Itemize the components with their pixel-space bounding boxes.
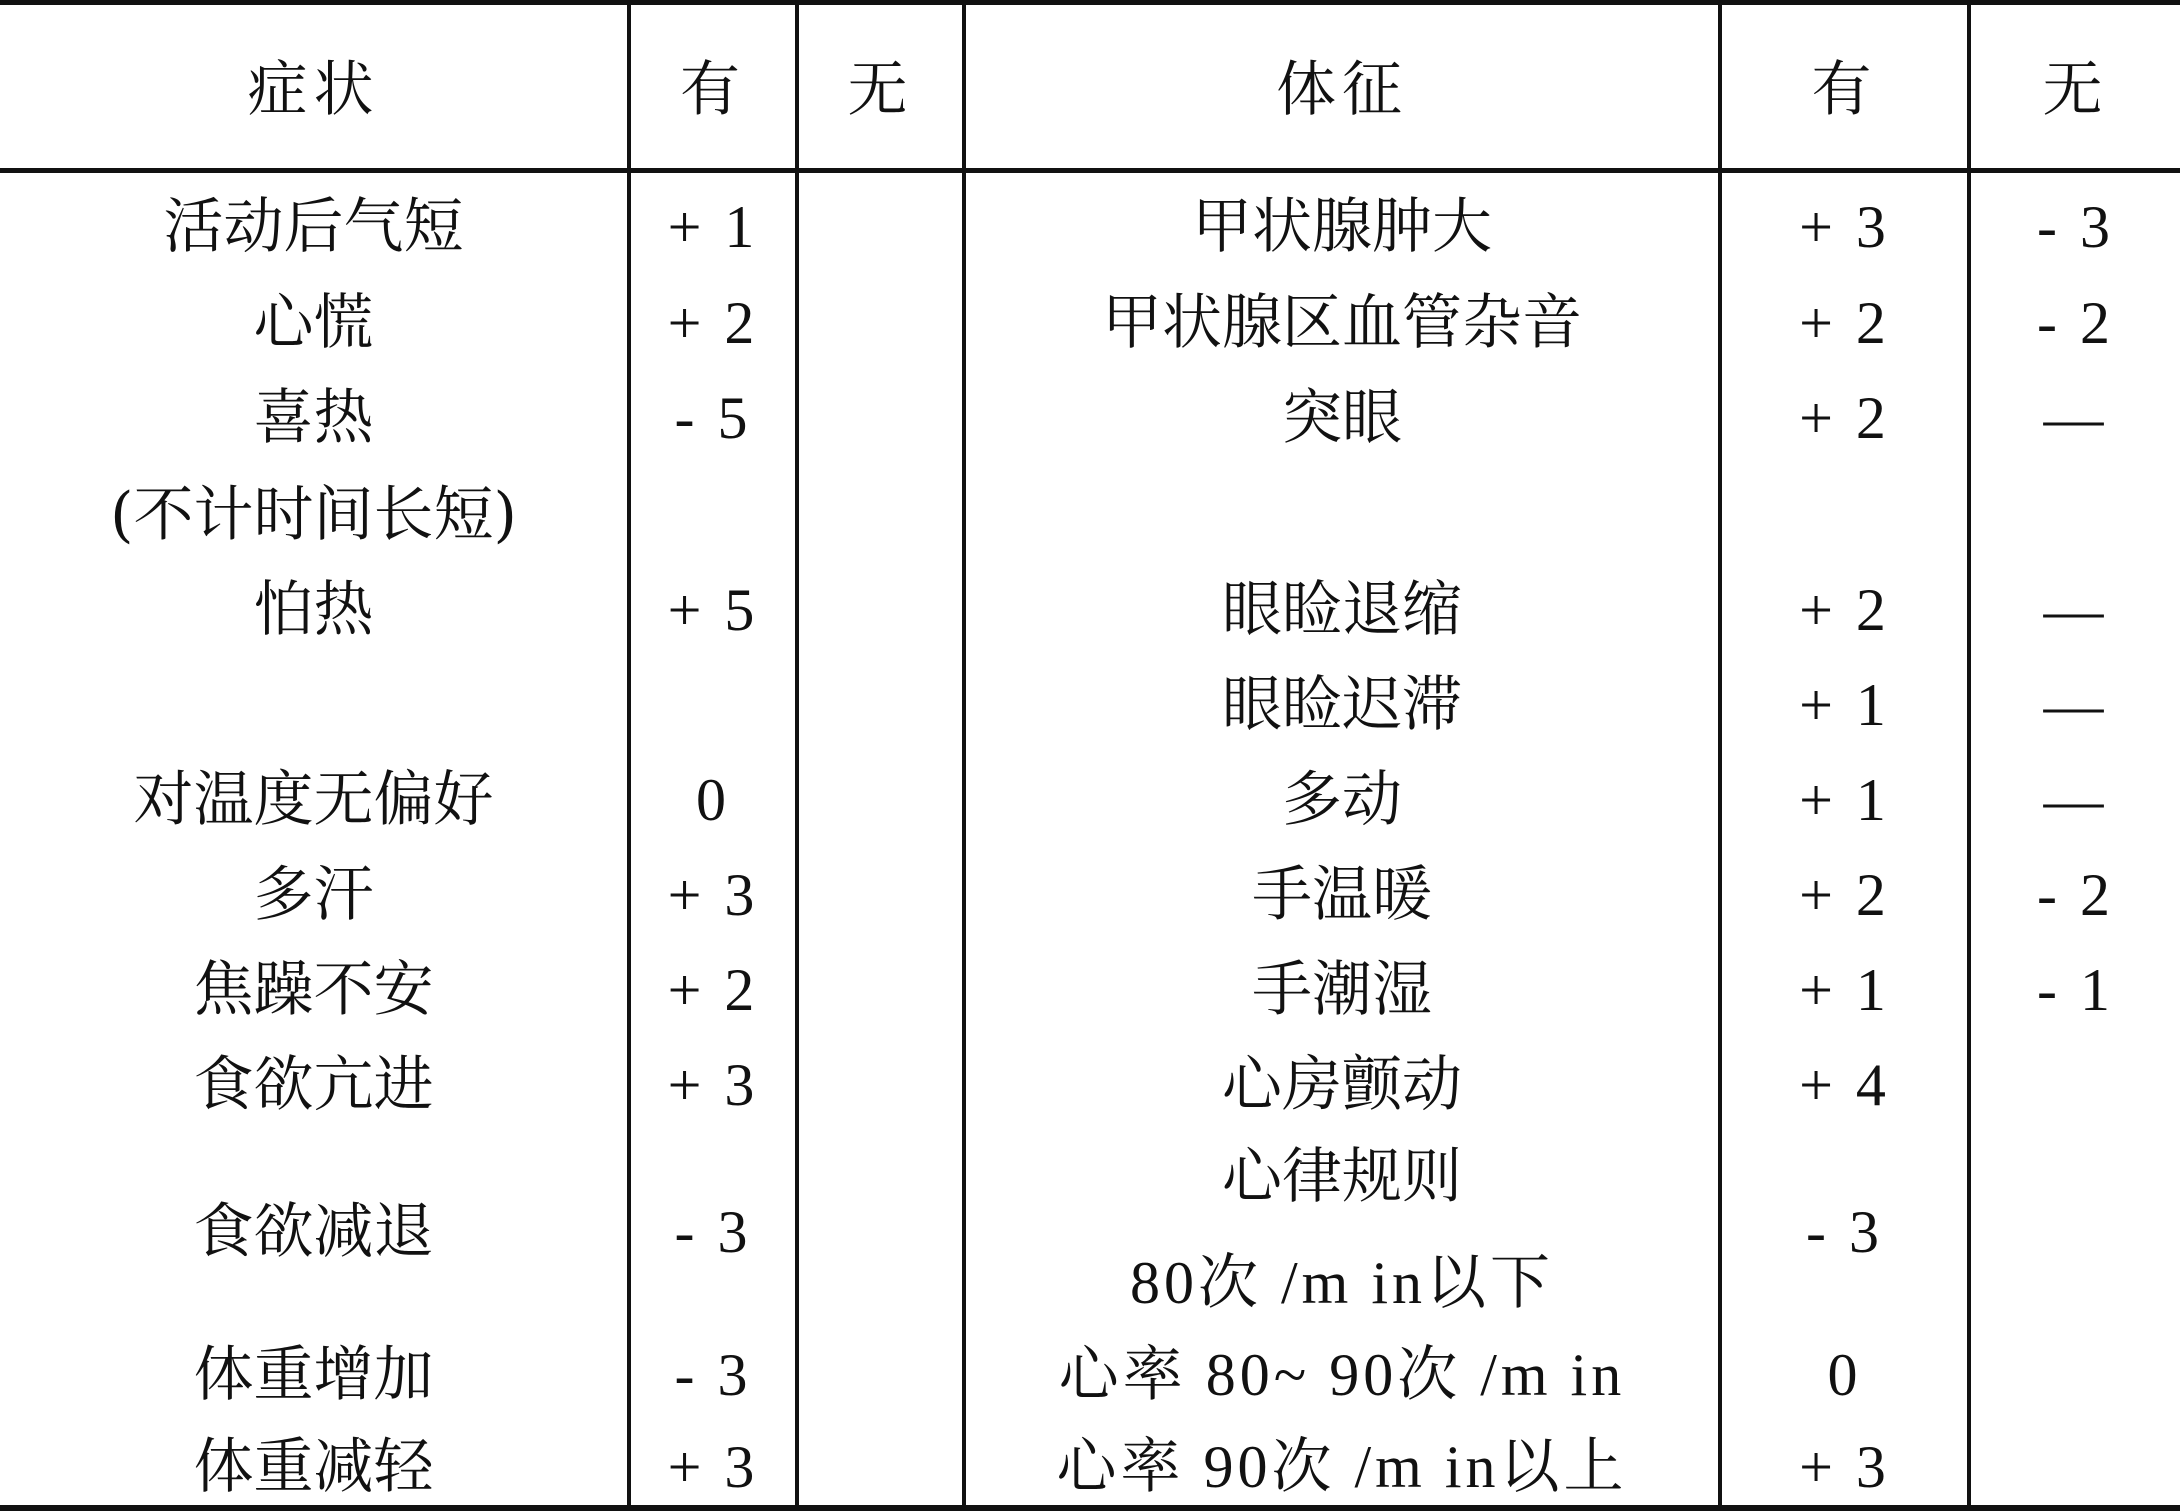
- header-yes-1: 有: [680, 55, 746, 125]
- sign-label: 心律规则: [1222, 1142, 1462, 1212]
- sign-no-score: —: [2043, 672, 2108, 738]
- sign-no-score: - 2: [2037, 290, 2114, 356]
- symptom-label: 喜热: [253, 383, 374, 453]
- symptom-label: 怕热: [253, 575, 374, 645]
- symptom-yes-score: - 5: [674, 385, 752, 451]
- symptom-yes-score: - 3: [674, 1342, 752, 1408]
- header-yes-2: 有: [1811, 55, 1878, 125]
- sign-yes-score: + 2: [1799, 290, 1890, 356]
- sign-no-score: —: [2043, 577, 2108, 643]
- symptom-yes-score: + 3: [667, 862, 759, 928]
- symptom-label: 体重增加: [193, 1340, 434, 1410]
- symptom-label: (不计时间长短): [110, 480, 517, 550]
- symptom-label: 体重减轻: [193, 1432, 434, 1502]
- sign-yes-score: + 3: [1799, 1434, 1890, 1500]
- symptom-yes-score: + 2: [667, 290, 759, 356]
- symptom-yes-score: + 3: [667, 1052, 759, 1118]
- symptom-yes-score: 0: [696, 767, 730, 833]
- symptom-yes-score: + 1: [667, 194, 759, 260]
- sign-yes-score: + 2: [1799, 862, 1890, 928]
- symptom-label: 多汗: [253, 860, 374, 930]
- symptom-label: 心慌: [253, 288, 374, 358]
- header-sign: 体征: [1276, 55, 1408, 125]
- sign-yes-score: 0: [1827, 1342, 1862, 1408]
- sign-yes-score: + 1: [1799, 767, 1890, 833]
- sign-label: 眼睑迟滞: [1222, 670, 1462, 740]
- sign-label: 突眼: [1282, 383, 1402, 453]
- sign-no-score: - 2: [2037, 862, 2114, 928]
- sign-label: 甲状腺肿大: [1192, 192, 1492, 262]
- top-rule: [0, 0, 2180, 5]
- symptom-yes-score: + 3: [667, 1434, 759, 1500]
- header-no-1: 无: [847, 55, 914, 125]
- header-symptom: 症状: [247, 55, 380, 125]
- sign-yes-score: - 3: [1806, 1199, 1883, 1265]
- symptom-label: 对温度无偏好: [133, 765, 494, 835]
- sign-label: 心率 90次 /m in以上: [1056, 1434, 1628, 1500]
- sign-label: 手温暖: [1252, 860, 1432, 930]
- sign-label: 心房颤动: [1222, 1050, 1462, 1120]
- sign-yes-score: + 2: [1799, 577, 1890, 643]
- symptom-label: 食欲亢进: [193, 1050, 434, 1120]
- sign-label: 多动: [1282, 765, 1402, 835]
- divider-2: [795, 0, 799, 1511]
- sign-label: 手潮湿: [1252, 955, 1432, 1025]
- symptom-label: 食欲减退: [193, 1197, 434, 1267]
- sign-yes-score: + 2: [1799, 385, 1890, 451]
- sign-label: 甲状腺区血管杂音: [1102, 288, 1582, 358]
- symptom-yes-score: - 3: [674, 1199, 752, 1265]
- sign-yes-score: + 4: [1799, 1052, 1890, 1118]
- sign-no-score: - 1: [2037, 957, 2114, 1023]
- sign-label: 80次 /m in以下: [1129, 1250, 1554, 1316]
- sign-no-score: —: [2043, 385, 2108, 451]
- sign-label: 心率 80~ 90次 /m in: [1058, 1342, 1626, 1408]
- sign-no-score: —: [2043, 767, 2108, 833]
- sign-no-score: - 3: [2037, 194, 2114, 260]
- sign-yes-score: + 1: [1799, 957, 1890, 1023]
- symptom-yes-score: + 2: [667, 957, 759, 1023]
- sign-yes-score: + 1: [1799, 672, 1890, 738]
- sign-yes-score: + 3: [1799, 194, 1890, 260]
- symptom-yes-score: + 5: [667, 577, 759, 643]
- header-rule: [0, 168, 2180, 173]
- sign-label: 眼睑退缩: [1222, 575, 1462, 645]
- symptom-label: 活动后气短: [163, 192, 464, 262]
- header-no-2: 无: [2042, 55, 2109, 125]
- symptom-label: 焦躁不安: [193, 955, 434, 1025]
